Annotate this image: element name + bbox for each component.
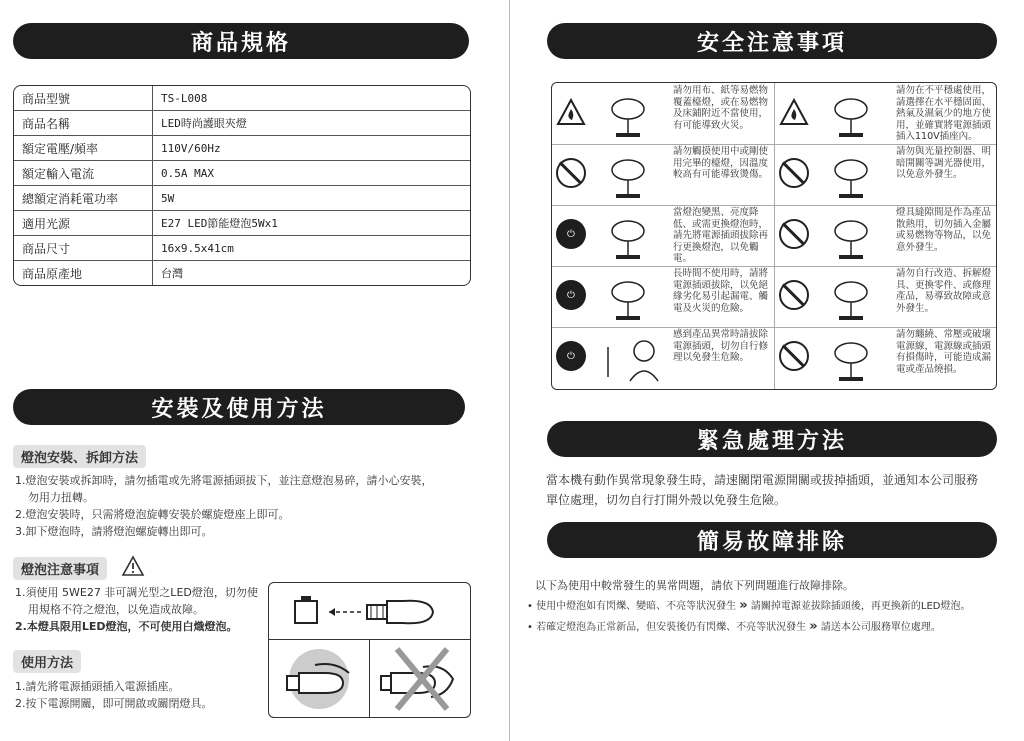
emergency-line: 當本機有動作異常現象發生時，請速關閉電源開關或拔掉插頭，並通知本公司服務	[546, 473, 979, 487]
bulb-correct-icon	[279, 645, 361, 713]
emergency-line: 單位處理，切勿自行打開外殼以免發生危險。	[546, 493, 787, 507]
double-arrow-icon: »	[739, 598, 748, 613]
spec-key: 商品名稱	[14, 111, 153, 135]
spec-value: 5W	[161, 191, 175, 205]
spec-row	[14, 186, 470, 211]
lamp-illustration	[815, 272, 893, 322]
lamp-illustration	[592, 89, 670, 139]
spec-key: 商品尺寸	[14, 236, 153, 260]
bulb-install-tag	[13, 445, 146, 468]
spec-row	[14, 211, 470, 236]
safety-text: 請勿與光量控制器、明暗開關等調光器使用，以免意外發生。	[896, 146, 992, 180]
double-arrow-icon: »	[809, 619, 818, 634]
warning-icon	[121, 555, 145, 577]
spec-table	[13, 85, 471, 286]
page-divider	[509, 0, 510, 741]
spec-title: 商品規格	[190, 30, 291, 56]
notice-line: 1.須使用 5WE27 非可調光型之LED燈泡，切勿使	[15, 586, 258, 599]
usage-steps	[15, 678, 265, 712]
safety-text: 燈具縫隙間是作為產品散熱用，切勿插入金屬或易燃物等物品，以免意外發生。	[896, 207, 992, 253]
spec-value: 110V/60Hz	[161, 141, 221, 155]
spec-key: 商品原產地	[14, 261, 153, 285]
bulb-wrong-icon	[377, 645, 463, 713]
emergency-text	[546, 470, 1006, 510]
safety-cell	[552, 83, 774, 145]
spec-key: 商品型號	[14, 86, 153, 110]
safety-banner	[547, 23, 997, 59]
troubleshoot-item	[527, 618, 1024, 636]
safety-cell	[775, 266, 996, 328]
bulb-socket-icon	[291, 593, 451, 631]
emergency-title: 緊急處理方法	[696, 428, 847, 454]
usage-line: 2.按下電源開關，即可開啟或關閉燈具。	[15, 697, 213, 710]
spec-key: 額定電壓/頻率	[14, 136, 153, 160]
safety-text: 請勿纏繞、常壓或破壞電源線，電源線或插頭有損傷時，可能造成漏電或產品燒損。	[896, 329, 992, 375]
safety-text: 長時間不使用時，請將電源插頭拔除，以免絕緣劣化易引起漏電、觸電及火災的危險。	[673, 268, 769, 314]
spec-row	[14, 161, 470, 186]
unplug-icon: ⏻	[556, 341, 586, 371]
step-line: 勿用力扭轉。	[28, 491, 94, 504]
bulb-illustration	[268, 582, 471, 718]
spec-row	[14, 236, 470, 261]
prohibited-icon	[779, 341, 809, 371]
troubleshoot-banner	[547, 522, 997, 558]
lamp-illustration	[592, 272, 670, 322]
trouble-question: 若確定燈泡為正常新品，但安裝後仍有閃爍、不亮等狀況發生	[536, 622, 807, 633]
safety-text: 感到產品異常時請拔除電源插頭，切勿自行修理以免發生危險。	[673, 329, 769, 363]
safety-title: 安全注意事項	[696, 30, 847, 56]
spec-value: E27 LED節能燈泡5Wx1	[161, 217, 278, 230]
lamp-illustration	[815, 150, 893, 200]
spec-banner	[13, 23, 469, 59]
bulb-notice-tag-label: 燈泡注意事項	[21, 563, 100, 578]
safety-text: 當燈泡變黑、亮度降低、或需更換燈泡時，請先將電源插頭拔除再行更換燈泡，以免觸電。	[673, 207, 769, 264]
spec-row	[14, 111, 470, 136]
safety-cell	[552, 144, 774, 206]
spec-row	[14, 136, 470, 161]
spec-value: 16x9.5x41cm	[161, 241, 234, 255]
safety-cell	[552, 266, 774, 328]
troubleshoot-item	[527, 597, 1024, 615]
safety-grid	[551, 82, 997, 390]
prohibited-icon	[556, 158, 586, 188]
emergency-banner	[547, 421, 997, 457]
lamp-illustration	[815, 211, 893, 261]
bulb-notice-tag	[13, 557, 107, 580]
spec-value: 台灣	[161, 267, 183, 280]
step-line: 2.燈泡安裝時，只需將燈泡旋轉安裝於螺旋燈座上即可。	[15, 508, 290, 521]
unplug-icon: ⏻	[556, 219, 586, 249]
install-banner	[13, 389, 465, 425]
fire-warning-icon	[556, 97, 586, 127]
notice-line: 用規格不符之燈泡，以免造成故障。	[28, 603, 204, 616]
bullet-icon: •	[527, 622, 533, 633]
safety-text: 請勿用布、紙等易燃物覆蓋檯燈，或在易燃物及床鋪附近不當使用，有可能導致火災。	[673, 85, 769, 131]
safety-cell	[552, 205, 774, 267]
trouble-question: 使用中燈泡如有閃爍、變暗、不亮等狀況發生	[536, 601, 737, 612]
prohibited-icon	[779, 158, 809, 188]
spec-key: 總額定消耗電功率	[14, 186, 153, 210]
spec-key: 額定輸入電流	[14, 161, 153, 185]
spec-row	[14, 86, 470, 111]
troubleshoot-title: 簡易故障排除	[696, 529, 847, 555]
safety-cell	[775, 327, 996, 388]
prohibited-icon	[779, 280, 809, 310]
safety-cell	[552, 327, 774, 388]
lamp-illustration	[815, 333, 893, 383]
bulb-notice-lines	[15, 584, 270, 635]
fire-warning-icon	[779, 97, 809, 127]
safety-cell	[775, 144, 996, 206]
spec-value: TS-L008	[161, 91, 208, 105]
lamp-illustration	[592, 211, 670, 261]
safety-text: 請勿觸摸使用中或剛使用完畢的檯燈，因溫度較高有可能導致燙傷。	[673, 146, 769, 180]
step-line: 1.燈泡安裝或拆卸時，請勿插電或先將電源插頭拔下，並注意燈泡易碎，請小心安裝，	[15, 474, 433, 487]
unplug-icon: ⏻	[556, 280, 586, 310]
safety-text: 請勿在不平穩處使用，請選擇在水平穩固面、熱氣及濕氣少的地方使用，並確實將電源插頭插入110V插座內。	[896, 85, 992, 142]
trouble-answer: 請關掉電源並拔除插頭後，再更換新的LED燈泡。	[750, 601, 971, 612]
prohibited-icon	[779, 219, 809, 249]
spec-value: LED時尚護眼夾燈	[161, 117, 247, 130]
spec-row	[14, 261, 470, 285]
safety-cell	[775, 83, 996, 145]
step-line: 3.卸下燈泡時，請將燈泡螺旋轉出即可。	[15, 525, 213, 538]
usage-tag	[13, 650, 81, 673]
troubleshoot-intro: 以下為使用中較常發生的異常問題，請依下列問題進行故障排除。	[535, 579, 854, 592]
install-title: 安裝及使用方法	[151, 396, 327, 422]
lamp-illustration	[592, 150, 670, 200]
spec-key: 適用光源	[14, 211, 153, 235]
usage-line: 1.請先將電源插頭插入電源插座。	[15, 680, 180, 693]
safety-text: 請勿自行改造、拆解燈具、更換零件、或修理產品，易導致故障或意外發生。	[896, 268, 992, 314]
trouble-answer: 請送本公司服務單位處理。	[820, 622, 941, 633]
lamp-illustration	[815, 89, 893, 139]
usage-tag-label: 使用方法	[21, 656, 74, 671]
person-illustration	[592, 333, 670, 383]
bullet-icon: •	[527, 601, 533, 612]
spec-value: 0.5A MAX	[161, 166, 214, 180]
bulb-install-steps	[15, 472, 465, 540]
notice-line-bold: 2.本燈具限用LED燈泡，不可使用白熾燈泡。	[15, 620, 238, 633]
bulb-install-tag-label: 燈泡安裝、拆卸方法	[21, 451, 139, 466]
safety-cell	[775, 205, 996, 267]
